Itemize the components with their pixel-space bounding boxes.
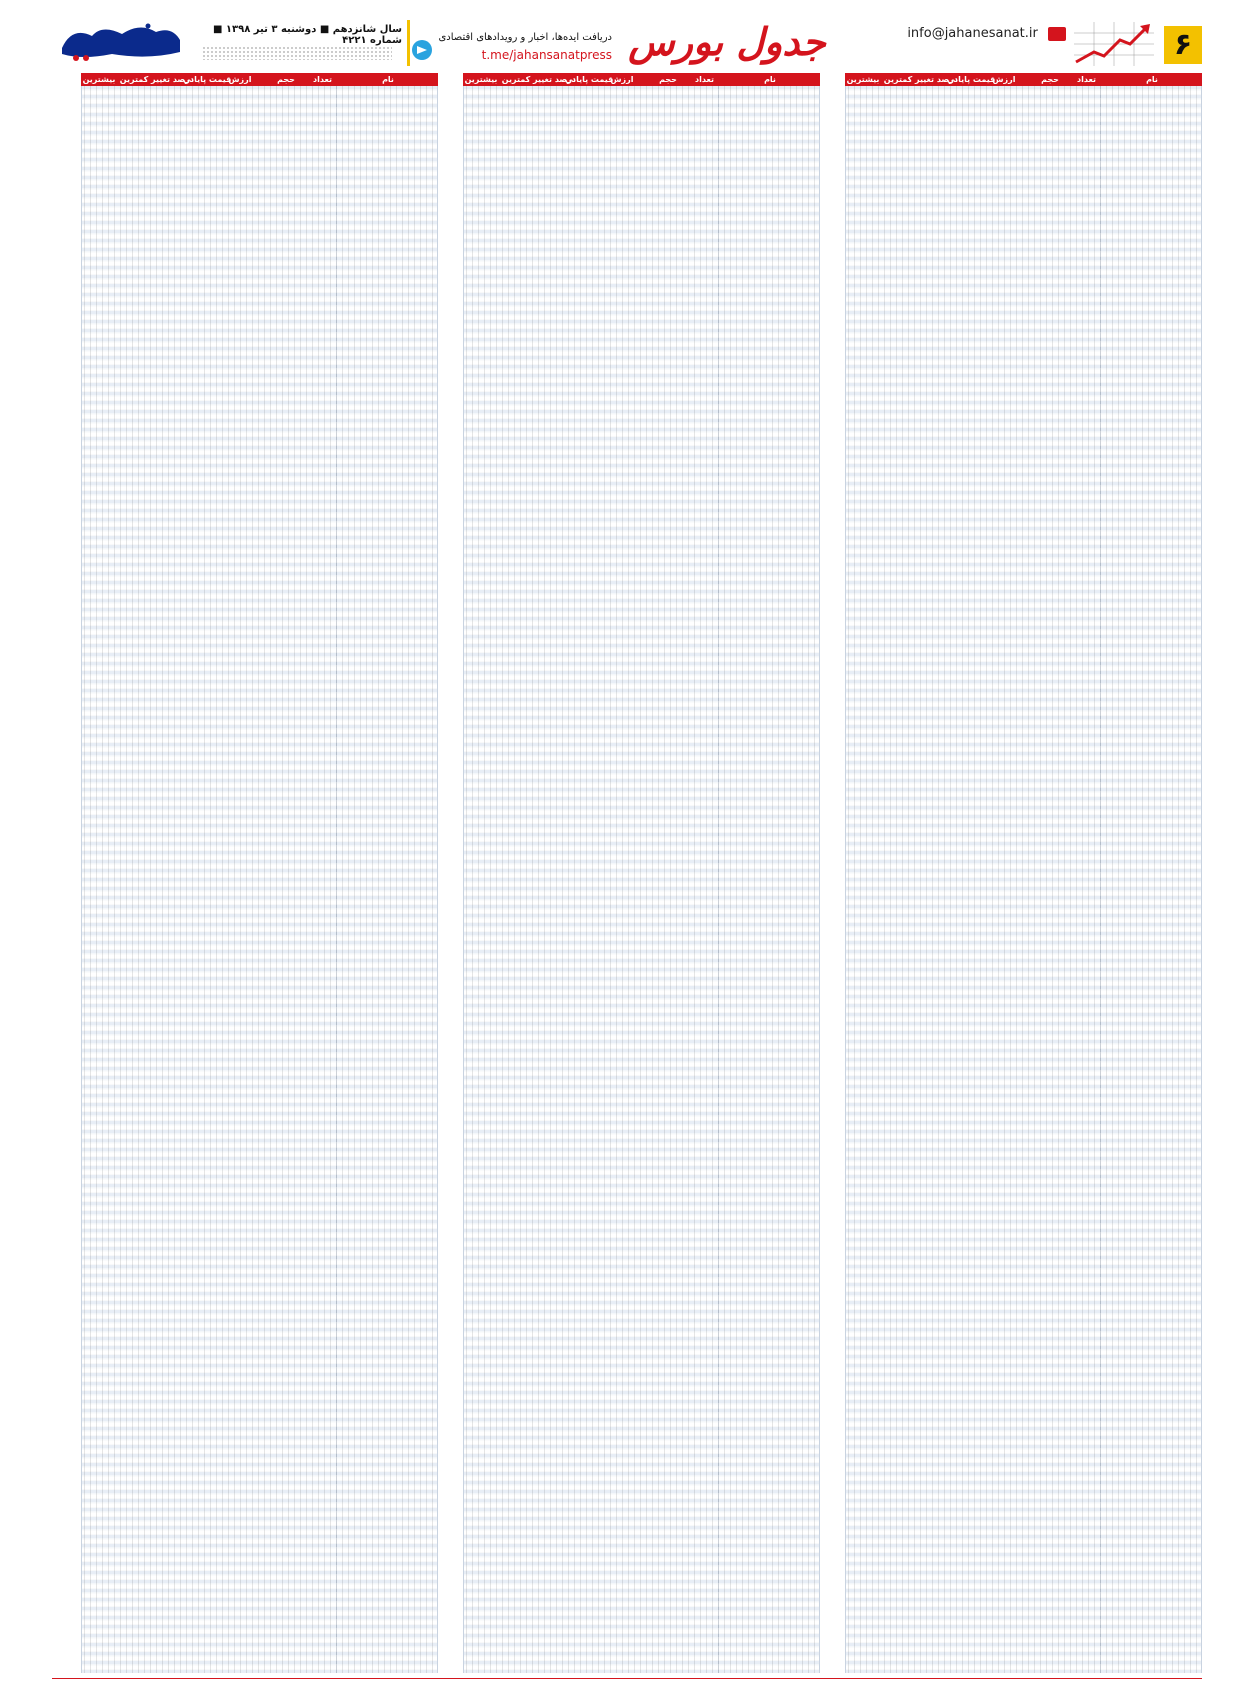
table-header: [845, 73, 1202, 86]
table-header: [81, 73, 438, 86]
row-text-texture: [464, 86, 819, 1673]
table-rows: [845, 86, 1202, 1673]
header-low: کمترین: [501, 75, 531, 84]
row-text-texture: [846, 86, 1201, 1673]
header-close-price: قیمت پایانی: [183, 75, 232, 84]
rising-chart-icon: [1074, 22, 1154, 66]
table-column-left: [81, 73, 438, 1673]
header-low: کمترین: [883, 75, 913, 84]
header-volume: حجم: [1041, 75, 1059, 84]
header-name: نام: [764, 75, 776, 84]
header-name: نام: [382, 75, 394, 84]
page-title: جدول بورس: [628, 19, 826, 64]
table-rows: [463, 86, 820, 1673]
header-count: تعداد: [313, 75, 332, 84]
header-volume: حجم: [659, 75, 677, 84]
header-change-percent: درصد تغییر: [533, 75, 576, 84]
header-change-percent: درصد تغییر: [151, 75, 194, 84]
row-text-texture: [82, 86, 437, 1673]
table-rows: [81, 86, 438, 1673]
stock-tables: [52, 73, 1202, 1673]
header-close-price: قیمت پایانی: [565, 75, 614, 84]
telegram-link[interactable]: t.me/jahansanatpress: [481, 48, 612, 62]
header-count: تعداد: [695, 75, 714, 84]
mail-icon: [1048, 27, 1066, 41]
header-high: بیشترین: [82, 75, 116, 84]
telegram-icon: [412, 40, 432, 60]
header-value: ارزش: [610, 75, 634, 84]
header-change-percent: درصد تغییر: [915, 75, 958, 84]
dotted-decoration: [202, 46, 392, 60]
header-close-price: قیمت پایانی: [947, 75, 996, 84]
header-low: کمترین: [119, 75, 149, 84]
brand-logo: [52, 18, 186, 64]
page-number: ۶: [1164, 26, 1202, 64]
header-value: ارزش: [228, 75, 252, 84]
table-column-middle: [463, 73, 820, 1673]
header-volume: حجم: [277, 75, 295, 84]
bottom-rule: [52, 1678, 1202, 1679]
header-high: بیشترین: [846, 75, 880, 84]
header-high: بیشترین: [464, 75, 498, 84]
table-header: [463, 73, 820, 86]
issue-separator: [407, 20, 410, 66]
header-count: تعداد: [1077, 75, 1096, 84]
telegram-caption: دریافت ایده‌ها، اخبار و رویدادهای اقتصادی: [438, 32, 612, 43]
issue-line: سال شانزدهم ■ دوشنبه ۳ تیر ۱۳۹۸ ■ شماره ۴۲۲۱: [212, 24, 402, 46]
header-name: نام: [1146, 75, 1158, 84]
telegram-block: [412, 28, 612, 68]
email-block: [907, 26, 1066, 41]
table-column-right: [845, 73, 1202, 1673]
masthead: [52, 16, 1202, 68]
header-value: ارزش: [992, 75, 1016, 84]
email-address[interactable]: info@jahanesanat.ir: [907, 26, 1038, 41]
